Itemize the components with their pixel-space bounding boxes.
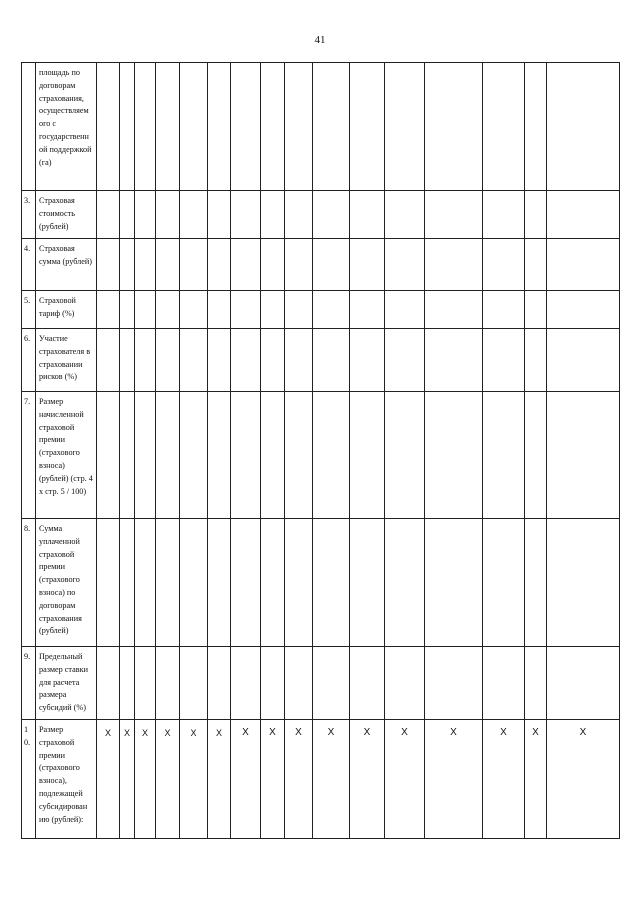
value-cell: [350, 519, 385, 647]
row-label: Страховая стоимость (рублей): [36, 191, 97, 239]
value-cell: [313, 720, 350, 839]
value-cell: [261, 647, 285, 720]
value-cell: [425, 329, 483, 392]
x-mark: X: [532, 727, 539, 738]
value-cell: [350, 647, 385, 720]
value-cell: [120, 720, 135, 839]
value-cell: [385, 191, 425, 239]
x-mark: X: [269, 727, 276, 738]
value-cell: [385, 291, 425, 329]
x-mark: X: [579, 727, 587, 738]
row-number: 5.: [22, 291, 36, 329]
value-cell: [313, 239, 350, 291]
value-cell: [525, 239, 547, 291]
value-cell: [208, 647, 231, 720]
value-cell: [285, 291, 313, 329]
value-cell: [97, 239, 120, 291]
table-row: [22, 329, 620, 392]
row-label: Сумма уплаченной страховой премии (страхового взноса) по договорам страхования (рублей): [36, 519, 97, 647]
value-cell: [425, 392, 483, 519]
value-cell: [483, 191, 525, 239]
value-cell: [425, 191, 483, 239]
value-cell: [385, 392, 425, 519]
value-cell: [208, 63, 231, 191]
value-cell: [261, 392, 285, 519]
x-mark: X: [215, 728, 222, 738]
value-cell: [231, 392, 261, 519]
value-cell: [483, 392, 525, 519]
value-cell: [350, 191, 385, 239]
value-cell: [483, 291, 525, 329]
value-cell: [483, 647, 525, 720]
row-number: 8.: [22, 519, 36, 647]
value-cell: [135, 63, 156, 191]
value-cell: [385, 720, 425, 839]
value-cell: [180, 519, 208, 647]
value-cell: [350, 720, 385, 839]
table-body: [22, 63, 620, 839]
row-label: Страховой тариф (%): [36, 291, 97, 329]
row-number: 3.: [22, 191, 36, 239]
x-mark: X: [141, 728, 148, 738]
value-cell: [231, 329, 261, 392]
value-cell: [350, 392, 385, 519]
value-cell: [385, 329, 425, 392]
row-number: 10.: [22, 720, 36, 839]
value-cell: [208, 239, 231, 291]
value-cell: [313, 191, 350, 239]
x-mark: X: [295, 727, 302, 738]
value-cell: [385, 63, 425, 191]
value-cell: [231, 291, 261, 329]
x-mark: X: [327, 727, 335, 738]
value-cell: [180, 191, 208, 239]
value-cell: [483, 519, 525, 647]
x-mark: X: [401, 727, 408, 738]
table-row: [22, 392, 620, 519]
value-cell: [97, 291, 120, 329]
table-row: [22, 291, 620, 329]
value-cell: [385, 239, 425, 291]
value-cell: [97, 647, 120, 720]
row-label: Размер начисленной страховой премии (страхового взноса) (рублей) (стр. 4 х стр. 5 / 100): [36, 392, 97, 519]
value-cell: [135, 191, 156, 239]
insurance-report-table: [21, 62, 620, 839]
value-cell: [180, 392, 208, 519]
value-cell: [135, 329, 156, 392]
value-cell: [156, 63, 180, 191]
x-mark: X: [242, 727, 249, 738]
value-cell: [156, 329, 180, 392]
value-cell: [231, 239, 261, 291]
value-cell: [547, 63, 620, 191]
x-mark: X: [363, 727, 371, 738]
value-cell: [120, 291, 135, 329]
value-cell: [547, 239, 620, 291]
value-cell: [285, 63, 313, 191]
value-cell: [285, 519, 313, 647]
value-cell: [231, 647, 261, 720]
value-cell: [425, 720, 483, 839]
value-cell: [208, 291, 231, 329]
value-cell: [313, 392, 350, 519]
value-cell: [547, 329, 620, 392]
value-cell: [97, 191, 120, 239]
value-cell: [135, 239, 156, 291]
value-cell: [425, 239, 483, 291]
x-mark: X: [500, 727, 507, 738]
value-cell: [547, 392, 620, 519]
value-cell: [547, 720, 620, 839]
value-cell: [208, 191, 231, 239]
value-cell: [261, 63, 285, 191]
value-cell: [97, 329, 120, 392]
value-cell: [208, 392, 231, 519]
row-number: 4.: [22, 239, 36, 291]
value-cell: [261, 191, 285, 239]
value-cell: [208, 519, 231, 647]
value-cell: [180, 63, 208, 191]
table-row: [22, 519, 620, 647]
value-cell: [156, 191, 180, 239]
value-cell: [120, 647, 135, 720]
x-mark: X: [104, 728, 111, 738]
value-cell: [135, 519, 156, 647]
value-cell: [231, 519, 261, 647]
value-cell: [483, 63, 525, 191]
value-cell: [385, 519, 425, 647]
value-cell: [97, 519, 120, 647]
value-cell: [261, 239, 285, 291]
value-cell: [547, 191, 620, 239]
row-label: Размер страховой премии (страхового взноса), подлежащей субсидирован ию (рублей):: [36, 720, 97, 839]
value-cell: [285, 720, 313, 839]
value-cell: [425, 519, 483, 647]
value-cell: [180, 647, 208, 720]
value-cell: [231, 63, 261, 191]
value-cell: [261, 291, 285, 329]
value-cell: [350, 291, 385, 329]
value-cell: [135, 647, 156, 720]
row-number: 9.: [22, 647, 36, 720]
value-cell: [120, 329, 135, 392]
row-label: площадь по договорам страхования, осуществляем ого с государственн ой поддержкой (га): [36, 63, 97, 191]
value-cell: [120, 519, 135, 647]
value-cell: [425, 63, 483, 191]
value-cell: [97, 392, 120, 519]
row-label: Страховая сумма (рублей): [36, 239, 97, 291]
table-row: [22, 63, 620, 191]
value-cell: [156, 720, 180, 839]
value-cell: [97, 720, 120, 839]
value-cell: [180, 720, 208, 839]
value-cell: [547, 647, 620, 720]
value-cell: [208, 720, 231, 839]
x-mark: X: [190, 728, 197, 738]
value-cell: [156, 291, 180, 329]
value-cell: [483, 329, 525, 392]
value-cell: [156, 519, 180, 647]
value-cell: [385, 647, 425, 720]
value-cell: [313, 63, 350, 191]
value-cell: [231, 720, 261, 839]
value-cell: [135, 392, 156, 519]
value-cell: [525, 720, 547, 839]
value-cell: [285, 647, 313, 720]
row-number: 6.: [22, 329, 36, 392]
value-cell: [525, 63, 547, 191]
x-mark: X: [164, 728, 171, 738]
row-label: Участие страхователя в страховании рисков (%): [36, 329, 97, 392]
row-label: Предельный размер ставки для расчета размера субсидий (%): [36, 647, 97, 720]
value-cell: [483, 239, 525, 291]
value-cell: [285, 392, 313, 519]
value-cell: [350, 239, 385, 291]
value-cell: [285, 191, 313, 239]
table-row: [22, 720, 620, 839]
value-cell: [156, 239, 180, 291]
x-mark: X: [450, 727, 457, 738]
value-cell: [135, 720, 156, 839]
x-mark: X: [123, 728, 130, 738]
value-cell: [97, 63, 120, 191]
row-number: 7.: [22, 392, 36, 519]
value-cell: [313, 329, 350, 392]
value-cell: [525, 191, 547, 239]
value-cell: [313, 291, 350, 329]
value-cell: [425, 291, 483, 329]
value-cell: [135, 291, 156, 329]
page-number: 41: [314, 34, 326, 46]
value-cell: [547, 519, 620, 647]
value-cell: [425, 647, 483, 720]
value-cell: [285, 239, 313, 291]
table-row: [22, 191, 620, 239]
value-cell: [156, 392, 180, 519]
row-number: [22, 63, 36, 191]
value-cell: [261, 329, 285, 392]
value-cell: [350, 329, 385, 392]
value-cell: [285, 329, 313, 392]
value-cell: [547, 291, 620, 329]
value-cell: [261, 519, 285, 647]
value-cell: [525, 291, 547, 329]
value-cell: [525, 392, 547, 519]
value-cell: [120, 392, 135, 519]
value-cell: [120, 63, 135, 191]
value-cell: [525, 329, 547, 392]
value-cell: [156, 647, 180, 720]
value-cell: [483, 720, 525, 839]
value-cell: [525, 519, 547, 647]
value-cell: [313, 647, 350, 720]
value-cell: [261, 720, 285, 839]
value-cell: [231, 191, 261, 239]
value-cell: [208, 329, 231, 392]
value-cell: [120, 239, 135, 291]
value-cell: [313, 519, 350, 647]
table-row: [22, 647, 620, 720]
value-cell: [180, 291, 208, 329]
value-cell: [120, 191, 135, 239]
value-cell: [350, 63, 385, 191]
value-cell: [180, 239, 208, 291]
value-cell: [525, 647, 547, 720]
value-cell: [180, 329, 208, 392]
table-row: [22, 239, 620, 291]
